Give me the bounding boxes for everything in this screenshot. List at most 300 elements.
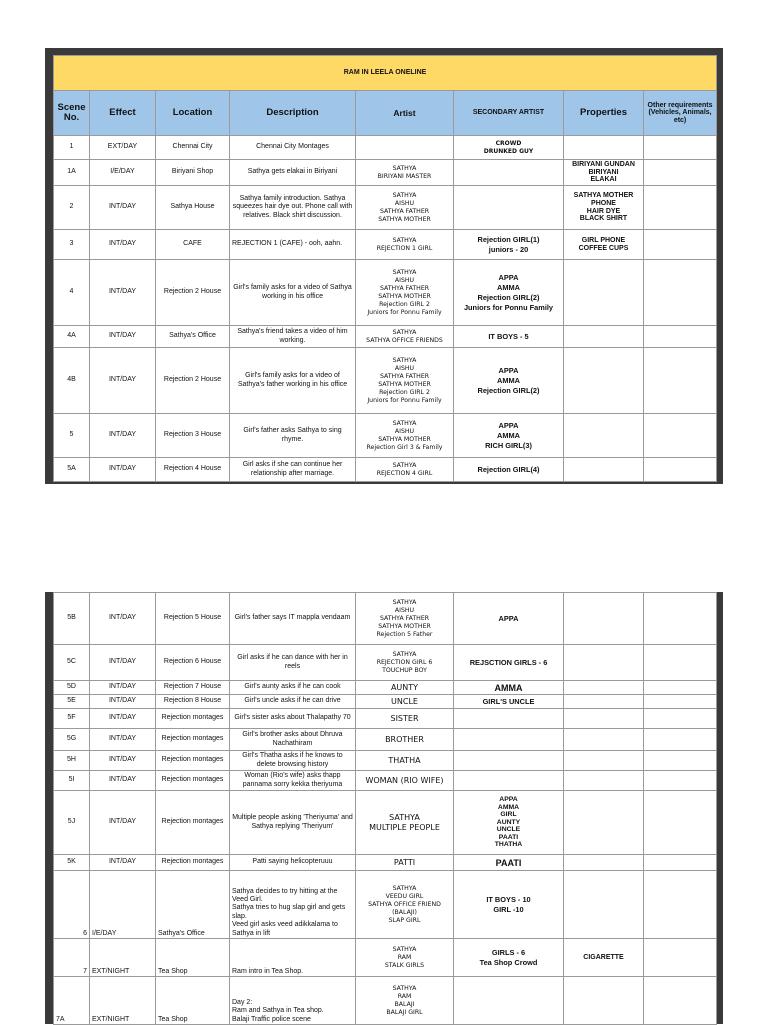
effect-cell: INT/DAY: [90, 709, 156, 729]
table-row: [54, 771, 717, 791]
table-row: [54, 230, 717, 260]
secondary-artist-cell-line: AMMA: [497, 430, 520, 440]
location-cell: Sathya's Office: [156, 871, 230, 939]
header-scene-no: Scene No.: [54, 91, 90, 136]
table-row: [54, 751, 717, 771]
other-requirements-cell: [644, 260, 717, 326]
properties-cell: [564, 939, 644, 977]
other-requirements-cell: [644, 751, 717, 771]
description-cell: [230, 871, 356, 939]
artist-cell-line: PATTI: [393, 857, 416, 867]
secondary-artist-cell: [454, 348, 564, 414]
artist-cell-line: WOMAN (RIO WIFE): [365, 775, 444, 785]
properties-cell: [564, 771, 644, 791]
artist-cell-line: SATHYA: [392, 191, 417, 199]
artist-cell-line: REJECTION GIRL 6: [376, 658, 433, 666]
properties-cell: [564, 751, 644, 771]
artist-cell-line: STALK GIRLS: [384, 961, 425, 969]
other-requirements-cell: [644, 771, 717, 791]
effect-cell: INT/DAY: [90, 645, 156, 681]
scene-number-cell: 5H: [54, 751, 90, 771]
other-requirements-cell: [644, 160, 717, 186]
secondary-artist-cell: [454, 791, 564, 855]
scene-number-cell: 1: [54, 136, 90, 160]
other-requirements-cell: [644, 348, 717, 414]
artist-cell: [356, 136, 454, 160]
artist-cell-line: SATHYA MOTHER: [378, 215, 431, 223]
location-cell: Sathya House: [156, 186, 230, 230]
properties-cell-line: HAIR DYE: [586, 207, 621, 215]
properties-cell: [564, 326, 644, 348]
location-cell: Rejection 5 House: [156, 593, 230, 645]
properties-cell-line: ELAKAI: [590, 176, 617, 184]
scene-number-cell: 4B: [54, 348, 90, 414]
description-cell: Girl's Thatha asks if he knows to delete browsing history: [230, 751, 356, 771]
secondary-artist-cell-line: APPA: [498, 613, 519, 623]
artist-cell-line: SATHYA: [392, 984, 417, 992]
table-row: [54, 977, 717, 1025]
artist-cell-line: MULTIPLE PEOPLE: [369, 822, 440, 832]
artist-cell-line: SATHYA: [392, 328, 417, 336]
secondary-artist-cell-line: UNCLE: [496, 826, 521, 834]
description-cell: Girl's father asks Sathya to sing rhyme.: [230, 414, 356, 458]
table-body-page-1: [54, 136, 717, 482]
secondary-artist-cell: [454, 160, 564, 186]
properties-cell-line: CIGARETTE: [583, 953, 624, 961]
other-requirements-cell: [644, 414, 717, 458]
table-row: [54, 260, 717, 326]
properties-cell: [564, 645, 644, 681]
secondary-artist-cell-line: IT BOYS - 5: [488, 331, 529, 341]
artist-cell-line: SATHYA FATHER: [379, 284, 430, 292]
location-cell: Rejection montages: [156, 709, 230, 729]
artist-cell-line: SISTER: [390, 713, 419, 723]
secondary-artist-cell-line: GIRL: [500, 811, 517, 819]
effect-cell: EXT/DAY: [90, 136, 156, 160]
scene-number-cell: 5C: [54, 645, 90, 681]
table-row: [54, 939, 717, 977]
other-requirements-cell: [644, 186, 717, 230]
properties-cell: [564, 855, 644, 871]
effect-cell: INT/DAY: [90, 348, 156, 414]
artist-cell-line: SATHYA OFFICE FRIENDS: [366, 336, 443, 344]
artist-cell-line: AISHU: [394, 364, 415, 372]
effect-cell: EXT/NIGHT: [90, 977, 156, 1025]
location-cell: Rejection 6 House: [156, 645, 230, 681]
scene-number-cell: 1A: [54, 160, 90, 186]
effect-cell: INT/DAY: [90, 326, 156, 348]
scene-number-cell: 7: [54, 939, 90, 977]
artist-cell: [356, 160, 454, 186]
secondary-artist-cell: [454, 186, 564, 230]
location-cell: Rejection montages: [156, 791, 230, 855]
secondary-artist-cell: [454, 593, 564, 645]
location-cell: Rejection 2 House: [156, 260, 230, 326]
secondary-artist-cell: [454, 260, 564, 326]
scene-number-cell: 5G: [54, 729, 90, 751]
table-row: [54, 695, 717, 709]
artist-cell: [356, 791, 454, 855]
scene-number-cell: 5I: [54, 771, 90, 791]
artist-cell-line: SATHYA: [392, 419, 417, 427]
artist-cell-line: Rejection GIRL 2: [379, 388, 430, 396]
header-description: Description: [230, 91, 356, 136]
artist-cell: [356, 939, 454, 977]
secondary-artist-cell-line: IT BOYS - 10: [486, 894, 531, 904]
table-row: [54, 160, 717, 186]
artist-cell-line: THATHA: [388, 755, 421, 765]
secondary-artist-cell-line: THATHA: [494, 841, 523, 849]
description-cell: Girl's uncle asks if he can drive: [230, 695, 356, 709]
properties-cell-line: BIRIYANI GUNDAN: [572, 161, 635, 169]
secondary-artist-cell: [454, 855, 564, 871]
artist-cell-line: BIRIYANI MASTER: [377, 172, 432, 180]
other-requirements-cell: [644, 645, 717, 681]
secondary-artist-cell: [454, 729, 564, 751]
header-secondary-artist: SECONDARY ARTIST: [454, 91, 564, 136]
other-requirements-cell: [644, 681, 717, 695]
artist-cell-line: SATHYA FATHER: [379, 372, 430, 380]
artist-cell-line: UNCLE: [391, 696, 418, 706]
other-requirements-cell: [644, 709, 717, 729]
location-cell: Rejection 4 House: [156, 458, 230, 482]
properties-cell: [564, 260, 644, 326]
artist-cell-line: SATHYA: [392, 945, 417, 953]
properties-cell: [564, 348, 644, 414]
scene-number-cell: 7A: [54, 977, 90, 1025]
scene-number-cell: 5K: [54, 855, 90, 871]
artist-cell: [356, 414, 454, 458]
description-cell: Girl asks if she can continue her relationship after marriage.: [230, 458, 356, 482]
secondary-artist-cell-line: Tea Shop Crowd: [479, 957, 538, 967]
secondary-artist-cell: [454, 977, 564, 1025]
secondary-artist-cell-line: GIRLS - 6: [491, 947, 526, 957]
other-requirements-cell: [644, 939, 717, 977]
location-cell: CAFE: [156, 230, 230, 260]
location-cell: Rejection 7 House: [156, 681, 230, 695]
properties-cell: [564, 160, 644, 186]
properties-cell: [564, 729, 644, 751]
secondary-artist-cell: [454, 751, 564, 771]
properties-cell-line: BLACK SHIRT: [579, 215, 628, 223]
other-requirements-cell: [644, 458, 717, 482]
secondary-artist-cell-line: APPA: [498, 272, 519, 282]
scene-number-cell: 3: [54, 230, 90, 260]
properties-cell: [564, 458, 644, 482]
artist-cell-line: SATHYA: [392, 236, 417, 244]
secondary-artist-cell-line: Rejection GIRL(4): [477, 464, 540, 474]
artist-cell-line: AISHU: [394, 427, 415, 435]
other-requirements-cell: [644, 695, 717, 709]
table-row: [54, 593, 717, 645]
location-cell: Tea Shop: [156, 939, 230, 977]
table-row: [54, 855, 717, 871]
header-effect: Effect: [90, 91, 156, 136]
secondary-artist-cell: [454, 681, 564, 695]
artist-cell: [356, 729, 454, 751]
secondary-artist-cell-line: juniors - 20: [488, 244, 529, 254]
artist-cell-line: SATHYA: [392, 461, 417, 469]
secondary-artist-cell: [454, 458, 564, 482]
properties-cell: [564, 593, 644, 645]
table-row: [54, 136, 717, 160]
artist-cell: [356, 977, 454, 1025]
location-cell: Rejection montages: [156, 855, 230, 871]
properties-cell: [564, 186, 644, 230]
description-cell: Girl's family asks for a video of Sathya working in his office: [230, 260, 356, 326]
properties-cell: [564, 977, 644, 1025]
properties-cell: [564, 695, 644, 709]
description-cell: Girl's sister asks about Thalapathy 70: [230, 709, 356, 729]
header-row: [54, 91, 717, 136]
properties-cell-line: COFFEE CUPS: [578, 244, 629, 252]
scene-number-cell: 5: [54, 414, 90, 458]
description-cell-line: Sathya decides to try hitting at the Veed Girl.: [232, 887, 338, 903]
secondary-artist-cell: [454, 326, 564, 348]
secondary-artist-cell-line: AMMA: [497, 375, 520, 385]
secondary-artist-cell-line: DRUNKED GUY: [483, 147, 534, 155]
secondary-artist-cell: [454, 230, 564, 260]
description-cell: Chennai City Montages: [230, 136, 356, 160]
secondary-artist-cell-line: CROWD: [495, 139, 522, 147]
artist-cell-line: SATHYA: [392, 598, 417, 606]
artist-cell-line: SATHYA MOTHER: [378, 380, 431, 388]
properties-cell-line: SATHYA MOTHER: [573, 192, 634, 200]
effect-cell: INT/DAY: [90, 771, 156, 791]
secondary-artist-cell-line: PAATI: [495, 857, 522, 868]
scene-table-page-2: [53, 592, 717, 1025]
artist-cell-line: BALAJI GIRL: [386, 1008, 423, 1016]
effect-cell: INT/DAY: [90, 751, 156, 771]
scene-number-cell: 5F: [54, 709, 90, 729]
effect-cell: INT/DAY: [90, 260, 156, 326]
artist-cell-line: SATHYA MOTHER: [378, 622, 431, 630]
table-row: [54, 709, 717, 729]
other-requirements-cell: [644, 977, 717, 1025]
scene-number-cell: 5J: [54, 791, 90, 855]
other-requirements-cell: [644, 593, 717, 645]
secondary-artist-cell: [454, 414, 564, 458]
effect-cell: EXT/NIGHT: [90, 939, 156, 977]
properties-cell-line: PHONE: [591, 199, 616, 207]
secondary-artist-cell-line: APPA: [498, 365, 519, 375]
location-cell: Chennai City: [156, 136, 230, 160]
table-row: [54, 186, 717, 230]
artist-cell-line: SATHYA FATHER: [379, 614, 430, 622]
artist-cell: [356, 695, 454, 709]
scene-number-cell: 5B: [54, 593, 90, 645]
secondary-artist-cell-line: Rejection GIRL(1): [477, 234, 540, 244]
description-cell: [230, 939, 356, 977]
location-cell: Tea Shop: [156, 977, 230, 1025]
effect-cell: I/E/DAY: [90, 871, 156, 939]
table-row: [54, 348, 717, 414]
scene-number-cell: 6: [54, 871, 90, 939]
artist-cell: [356, 709, 454, 729]
scene-number-cell: 5D: [54, 681, 90, 695]
scene-number-cell: 2: [54, 186, 90, 230]
secondary-artist-cell-line: GIRL'S UNCLE: [482, 696, 535, 706]
description-cell: Sathya gets elakai in Biriyani: [230, 160, 356, 186]
description-cell: Multiple people asking 'Theriyuma' and Sathya replying 'Theriyum': [230, 791, 356, 855]
artist-cell-line: AISHU: [394, 276, 415, 284]
artist-cell: [356, 186, 454, 230]
description-cell-line: Sathya tries to hug slap girl and gets slap.: [232, 904, 346, 920]
table-row: [54, 729, 717, 751]
artist-cell-line: BROTHER: [385, 734, 424, 744]
artist-cell: [356, 260, 454, 326]
artist-cell-line: SATHYA: [392, 268, 417, 276]
artist-cell-line: SATHYA: [389, 812, 420, 822]
location-cell: Rejection montages: [156, 771, 230, 791]
properties-cell: [564, 681, 644, 695]
artist-cell-line: SATHYA: [392, 356, 417, 364]
artist-cell: [356, 458, 454, 482]
artist-cell-line: SATHYA MOTHER: [378, 435, 431, 443]
spreadsheet-page-2: [45, 592, 723, 1024]
artist-cell-line: SATHYA MOTHER: [378, 292, 431, 300]
artist-cell-line: SATHYA: [392, 650, 417, 658]
secondary-artist-cell-line: AUNTY: [496, 818, 521, 826]
artist-cell-line: AISHU: [394, 606, 415, 614]
sheet-title: RAM IN LEELA ONELINE: [54, 56, 717, 91]
artist-cell: [356, 871, 454, 939]
secondary-artist-cell-line: AMMA: [497, 803, 520, 811]
artist-cell-line: REJECTION 4 GIRL: [376, 469, 433, 477]
artist-cell-line: REJECTION 1 GIRL: [376, 244, 433, 252]
table-row: [54, 791, 717, 855]
properties-cell: [564, 230, 644, 260]
scene-table-page-1: [53, 55, 717, 482]
artist-cell: [356, 348, 454, 414]
description-cell-line: Veed girl asks veed adikkalama to Sathya in lift: [232, 921, 338, 937]
artist-cell: [356, 751, 454, 771]
secondary-artist-cell-line: GIRL -10: [493, 904, 524, 914]
artist-cell-line: RAM: [397, 953, 412, 961]
description-cell: Girl's brother asks about Dhruva Nachathiram: [230, 729, 356, 751]
table-row: [54, 326, 717, 348]
spreadsheet-page-1: [45, 48, 723, 484]
properties-cell: [564, 791, 644, 855]
secondary-artist-cell: [454, 771, 564, 791]
effect-cell: INT/DAY: [90, 593, 156, 645]
effect-cell: INT/DAY: [90, 458, 156, 482]
table-body-page-2: [54, 593, 717, 1025]
description-cell: Girl asks if he can dance with her in reels: [230, 645, 356, 681]
description-cell: Sathya's friend takes a video of him working.: [230, 326, 356, 348]
location-cell: Rejection montages: [156, 729, 230, 751]
secondary-artist-cell: [454, 645, 564, 681]
header-other-requirements: Other requirements (Vehicles, Animals, etc): [644, 91, 717, 136]
effect-cell: INT/DAY: [90, 695, 156, 709]
header-artist: Artist: [356, 91, 454, 136]
effect-cell: I/E/DAY: [90, 160, 156, 186]
other-requirements-cell: [644, 855, 717, 871]
table-row: [54, 414, 717, 458]
artist-cell-line: SATHYA: [392, 164, 417, 172]
artist-cell-line: RAM: [397, 992, 412, 1000]
effect-cell: INT/DAY: [90, 791, 156, 855]
artist-cell-line: BALAJI: [394, 1000, 415, 1008]
secondary-artist-cell-line: AMMA: [497, 282, 520, 292]
artist-cell: [356, 681, 454, 695]
description-cell-line: Balaji Traffic police scene: [232, 1015, 311, 1023]
scene-number-cell: 4: [54, 260, 90, 326]
effect-cell: INT/DAY: [90, 855, 156, 871]
description-cell: Girl's father says IT mappla vendaam: [230, 593, 356, 645]
secondary-artist-cell: [454, 939, 564, 977]
secondary-artist-cell: [454, 871, 564, 939]
artist-cell-line: TOUCHUP BOY: [382, 666, 427, 674]
artist-cell-line: Rejection Girl 3 & Family: [366, 443, 443, 451]
other-requirements-cell: [644, 230, 717, 260]
secondary-artist-cell-line: APPA: [498, 420, 519, 430]
artist-cell-line: SATHYA OFFICE FRIEND: [368, 900, 441, 908]
artist-cell: [356, 855, 454, 871]
artist-cell: [356, 593, 454, 645]
secondary-artist-cell-line: PAATI: [498, 833, 519, 841]
artist-cell-line: AUNTY: [390, 682, 419, 692]
artist-cell-line: Juniors for Ponnu Family: [367, 396, 442, 404]
artist-cell: [356, 326, 454, 348]
artist-cell: [356, 771, 454, 791]
description-cell-line: Ram intro in Tea Shop.: [232, 967, 304, 975]
secondary-artist-cell-line: APPA: [499, 795, 518, 803]
scene-number-cell: 5E: [54, 695, 90, 709]
other-requirements-cell: [644, 136, 717, 160]
secondary-artist-cell-line: REJSCTION GIRLS - 6: [469, 657, 548, 667]
secondary-artist-cell: [454, 695, 564, 709]
description-cell: REJECTION 1 (CAFE) - ooh, aahn.: [230, 230, 356, 260]
effect-cell: INT/DAY: [90, 729, 156, 751]
properties-cell-line: GIRL PHONE: [581, 236, 626, 244]
secondary-artist-cell-line: Rejection GIRL(2): [477, 385, 540, 395]
artist-cell-line: SATHYA: [392, 884, 417, 892]
artist-cell-line: Juniors for Ponnu Family: [367, 308, 442, 316]
secondary-artist-cell-line: Juniors for Ponnu Family: [463, 302, 554, 312]
secondary-artist-cell: [454, 136, 564, 160]
artist-cell-line: Rejection 5 Father: [376, 630, 433, 638]
effect-cell: INT/DAY: [90, 186, 156, 230]
effect-cell: INT/DAY: [90, 414, 156, 458]
secondary-artist-cell-line: RICH GIRL(3): [485, 440, 532, 450]
artist-cell-line: AISHU: [394, 199, 415, 207]
scene-number-cell: 4A: [54, 326, 90, 348]
description-cell: Girl's family asks for a video of Sathya's father working in his office: [230, 348, 356, 414]
table-row: [54, 645, 717, 681]
location-cell: Sathya's Office: [156, 326, 230, 348]
header-location: Location: [156, 91, 230, 136]
properties-cell: [564, 871, 644, 939]
artist-cell-line: VEEDU GIRL: [385, 892, 424, 900]
properties-cell: [564, 136, 644, 160]
table-row: [54, 681, 717, 695]
properties-cell: [564, 709, 644, 729]
effect-cell: INT/DAY: [90, 230, 156, 260]
scene-number-cell: 5A: [54, 458, 90, 482]
location-cell: Rejection 8 House: [156, 695, 230, 709]
artist-cell: [356, 230, 454, 260]
other-requirements-cell: [644, 871, 717, 939]
description-cell-line: Day 2:: [232, 998, 253, 1006]
table-row: [54, 458, 717, 482]
location-cell: Biriyani Shop: [156, 160, 230, 186]
artist-cell: [356, 645, 454, 681]
secondary-artist-cell-line: AMMA: [494, 682, 523, 693]
description-cell-line: Ram and Sathya in Tea shop.: [232, 1007, 324, 1015]
artist-cell-line: Rejection GIRL 2: [379, 300, 430, 308]
properties-cell: [564, 414, 644, 458]
